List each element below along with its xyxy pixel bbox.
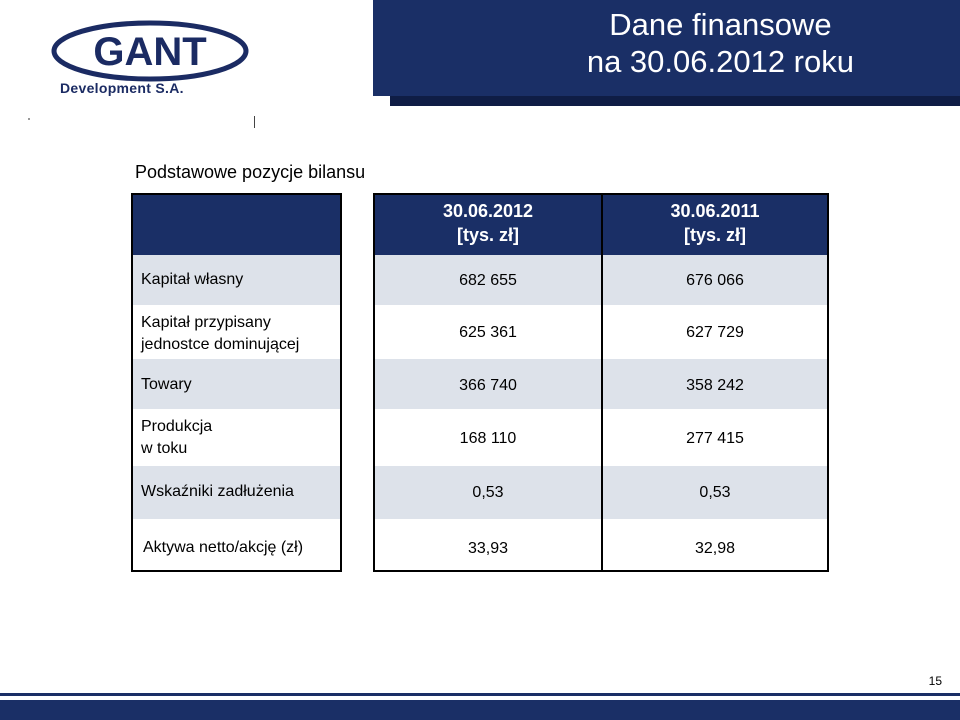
page-title-line2: na 30.06.2012 roku: [586, 44, 854, 79]
decorative-divider: [254, 116, 255, 128]
balance-table-values: [373, 193, 829, 572]
label-header-cell: [133, 195, 340, 255]
balance-table-labels: [131, 193, 342, 572]
cell-towary-2011: 358 242: [686, 377, 744, 394]
row-label-produkcja: Produkcja w toku: [141, 418, 213, 457]
decorative-dot: [28, 118, 30, 120]
cell-kapital-przypisany-2012: 625 361: [459, 324, 517, 341]
cell-kapital-przypisany-2011: 627 729: [686, 324, 744, 341]
column-header-2012-label: 30.06.2012 [tys. zł]: [442, 201, 534, 245]
svg-text:GANT: GANT: [93, 30, 207, 74]
cell-kapital-wlasny-2012: 682 655: [459, 272, 517, 289]
footer-rule: [0, 693, 960, 696]
cell-towary-2012: 366 740: [459, 377, 517, 394]
page-title: [587, 6, 854, 80]
row-label-aktywa-netto: Aktywa netto/akcję (zł): [143, 539, 304, 556]
footer-bar: [0, 700, 960, 720]
page-number: 15: [928, 674, 942, 688]
gant-logo-icon: [40, 18, 260, 83]
column-header-2011-label: 30.06.2011 [tys. zł]: [670, 201, 760, 245]
cell-wskazniki-2011: 0,53: [699, 484, 731, 501]
cell-produkcja-2011: 277 415: [686, 430, 744, 447]
title-panel-shadow: [390, 96, 960, 106]
row-label-towary: Towary: [141, 376, 192, 393]
company-logo: [40, 18, 260, 103]
cell-produkcja-2012: 168 110: [459, 430, 517, 447]
cell-kapital-wlasny-2011: 676 066: [686, 272, 744, 289]
section-heading: Podstawowe pozycje bilansu: [135, 162, 366, 182]
cell-aktywa-netto-2011: 32,98: [694, 540, 736, 557]
row-label-kapital-przypisany: Kapitał przypisany jednostce dominującej: [141, 314, 300, 353]
cell-aktywa-netto-2012: 33,93: [467, 540, 509, 557]
logo-subtitle: Development S.A.: [60, 80, 184, 96]
cell-wskazniki-2012: 0,53: [472, 484, 504, 501]
row-label-kapital-wlasny: Kapitał własny: [141, 271, 244, 288]
row-label-wskazniki: Wskaźniki zadłużenia: [141, 483, 294, 500]
page-title-line1: Dane finansowe: [609, 7, 832, 42]
